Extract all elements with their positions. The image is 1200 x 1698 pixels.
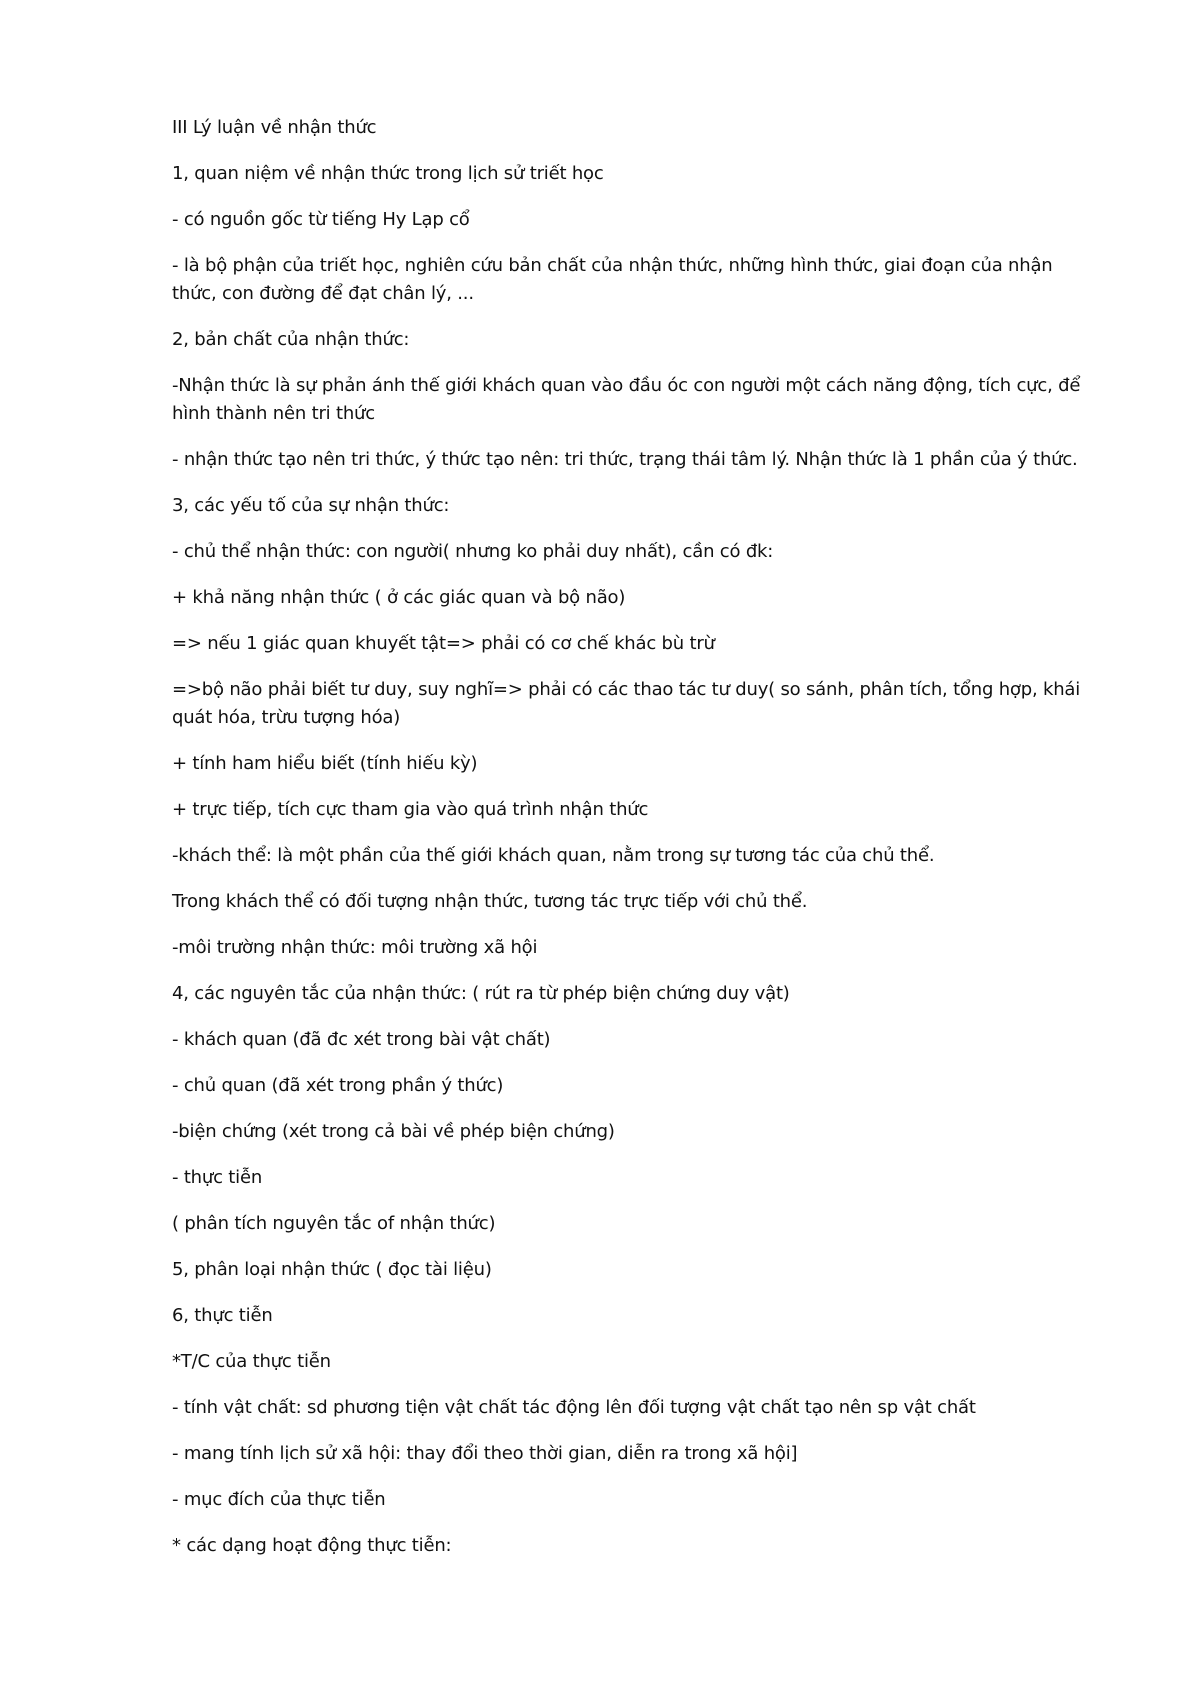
subsection-heading: 6, thực tiễn bbox=[172, 1305, 273, 1326]
paragraph: -khách thể: là một phần của thế giới khách quan, nằm trong sự tương tác của chủ thể. bbox=[172, 845, 935, 866]
subsection-heading: 5, phân loại nhận thức ( đọc tài liệu) bbox=[172, 1259, 492, 1280]
paragraph: - có nguồn gốc từ tiếng Hy Lạp cổ bbox=[172, 209, 470, 230]
paragraph: =>bộ não phải biết tư duy, suy nghĩ=> phải có các thao tác tư duy( so sánh, phân tích, tổng hợp, khái quát hóa, trừu tượng hóa) bbox=[172, 679, 1081, 728]
subsection-heading: 3, các yếu tố của sự nhận thức: bbox=[172, 495, 450, 516]
paragraph: Trong khách thể có đối tượng nhận thức, tương tác trực tiếp với chủ thể. bbox=[172, 891, 808, 912]
section-heading: III Lý luận về nhận thức bbox=[172, 117, 377, 138]
paragraph: + trực tiếp, tích cực tham gia vào quá trình nhận thức bbox=[172, 799, 649, 820]
paragraph: - chủ quan (đã xét trong phần ý thức) bbox=[172, 1075, 504, 1096]
paragraph: ( phân tích nguyên tắc of nhận thức) bbox=[172, 1213, 496, 1234]
paragraph: -Nhận thức là sự phản ánh thế giới khách quan vào đầu óc con người một cách năng động, tích cực, để hình thành nên tri thức bbox=[172, 375, 1081, 424]
document-body bbox=[172, 114, 1082, 1578]
paragraph: - nhận thức tạo nên tri thức, ý thức tạo nên: tri thức, trạng thái tâm lý. Nhận thức là 1 phần của ý thức. bbox=[172, 449, 1078, 470]
subsection-heading: 4, các nguyên tắc của nhận thức: ( rút ra từ phép biện chứng duy vật) bbox=[172, 983, 790, 1004]
paragraph: - mục đích của thực tiễn bbox=[172, 1489, 386, 1510]
paragraph: => nếu 1 giác quan khuyết tật=> phải có cơ chế khác bù trừ bbox=[172, 633, 715, 654]
paragraph: *T/C của thực tiễn bbox=[172, 1351, 331, 1372]
paragraph: * các dạng hoạt động thực tiễn: bbox=[172, 1535, 452, 1556]
paragraph: - chủ thể nhận thức: con người( nhưng ko phải duy nhất), cần có đk: bbox=[172, 541, 774, 562]
paragraph: - tính vật chất: sd phương tiện vật chất tác động lên đối tượng vật chất tạo nên sp vật chất bbox=[172, 1397, 976, 1418]
subsection-heading: 1, quan niệm về nhận thức trong lịch sử triết học bbox=[172, 163, 604, 184]
paragraph: - thực tiễn bbox=[172, 1167, 263, 1188]
paragraph: - mang tính lịch sử xã hội: thay đổi theo thời gian, diễn ra trong xã hội] bbox=[172, 1443, 798, 1464]
paragraph: -biện chứng (xét trong cả bài về phép biện chứng) bbox=[172, 1121, 615, 1142]
subsection-heading: 2, bản chất của nhận thức: bbox=[172, 329, 410, 350]
paragraph: -môi trường nhận thức: môi trường xã hội bbox=[172, 937, 538, 958]
paragraph: + khả năng nhận thức ( ở các giác quan và bộ não) bbox=[172, 587, 626, 608]
paragraph: - là bộ phận của triết học, nghiên cứu bản chất của nhận thức, những hình thức, giai đoạn của nhận thức, con đường để đạt chân lý, ... bbox=[172, 255, 1053, 304]
paragraph: - khách quan (đã đc xét trong bài vật chất) bbox=[172, 1029, 551, 1050]
paragraph: + tính ham hiểu biết (tính hiếu kỳ) bbox=[172, 753, 478, 774]
